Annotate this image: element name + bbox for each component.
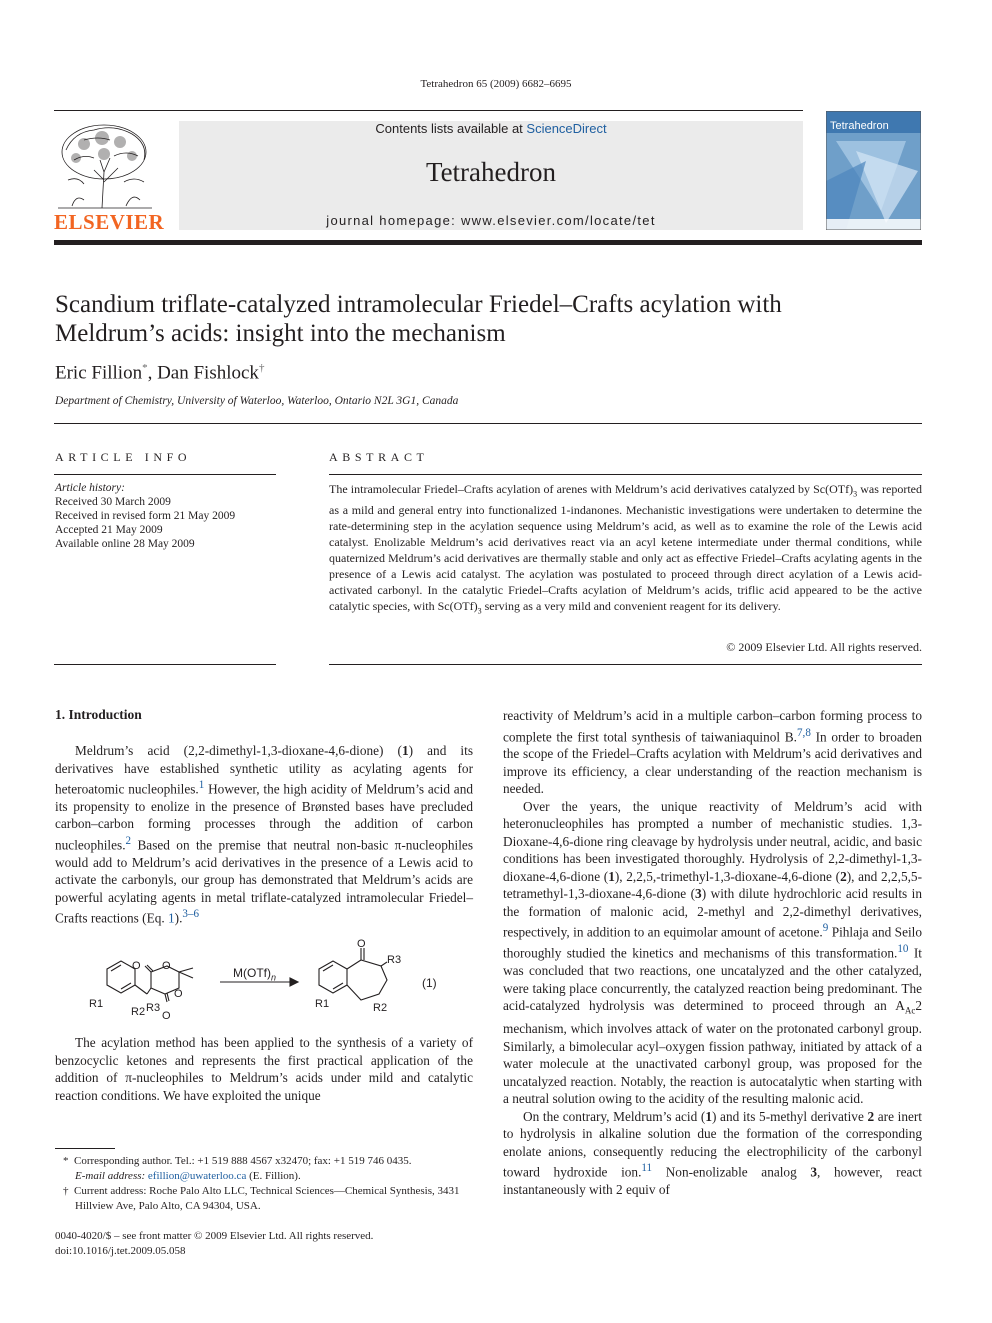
substituent-label: R3 xyxy=(146,1002,161,1014)
atom-label: O xyxy=(174,988,183,1000)
author-name[interactable]: Dan Fishlock xyxy=(157,362,259,384)
masthead-top-rule xyxy=(54,110,803,111)
section-heading-introduction: 1. Introduction xyxy=(55,707,142,722)
intro-right-column: reactivity of Meldrum’s acid in a multiple carbon–carbon forming process to complete the first total synthesis of taiwaniaquinol B.$^{7,8}$ In order to broaden the scope of the Friedel–Crafts acylation with Meldrum’s acid derivatives and improve its efficiency, a clear understanding of the reaction mechanism is needed. Over the years, the unique reactivity of Meldrum’s acid with heteronucleophiles has prompted a number of mechanistic studies. 1,3-Dioxane-4,6-dione ring cleavage by hydrolysis under neutral, acidic, and basic conditions has been investigated thoroughly. Hydrolysis of 2,2-dimethyl-1,3-dioxane-4,6-dione (1), 2,2,5,-trimethyl-1,3-dioxane-4,6-dione (2), and 2,2,5,5-tetramethyl-1,3-dioxane-4,6-dione (3) with dilute hydrochloric acid results in the formation of malonic acid, 2-methyl and 2,2-dimethyl derivatives, respectively, in addition to an equimolar amount of acetone.$^9$ Pihlaja and Seilo thoroughly studied the kinetics and mechanisms of this transformation.$^{10}$ It was concluded that two reactions, one uncatalyzed and the other catalyzed, were taking place concurrently, the catalyzed reaction being predominant. The acid-catalyzed hydrolysis was determined to proceed through an $A_{Ac}2$ mechanism, which involves attack of water on the protonated carbonyl group. Similarly, a bimolecular acyl–oxygen fission pathway, initiated by attack of a water molecule at the unactivated carbonyl group, was proposed for the uncatalyzed reaction. Notably, the reaction is autocatalytic when starting with a neutral solution owing to the acidity of the resulting malonic acid. On the contrary, Meldrum’s acid (1) and its 5-methyl derivative 2 are inert to hydrolysis in alkaline solution due the formation of the corresponding enolate anions, consequently reducing the electrophilicity of the carbonyl toward hydroxide ion.$^{11}$ Non-enolizable analog 3, however, react instantaneously with 2 equiv of xyxy=(503,708,923,1198)
scheme-labels xyxy=(85,938,455,1024)
sciencedirect-link[interactable]: ScienceDirect xyxy=(526,121,607,136)
author-list xyxy=(55,362,264,384)
abstract-rule xyxy=(329,474,922,475)
author-separator: , xyxy=(147,362,158,384)
abstract-text: The intramolecular Friedel–Crafts acylation of arenes with Meldrum’s acid derivatives catalyzed by $Sc(OTf)_3$ was reported as a mild and general entry into functionalized 1-indanones. Mechanistic investigations were undertaken to determine the rate-determining step in the acylation sequence using Meldrum’s acid, as well as to examine the role of the Lewis acid catalyst. Enolizable Meldrum’s acid derivatives react via an acyl ketene intermediate under thermal conditions, while quaternized Meldrum’s acid derivatives are thermally stable and only act as effective Friedel–Crafts acylating agents in the presence of a Lewis acid catalyst. The acylation was postulated to proceed through direct acylation of a Lewis acid-activated carbonyl. In the catalytic Friedel–Crafts acylation of Meldrum’s acids, triflic acid appeared to be the active catalytic species, with $Sc(OTf)_3$ serving as a very mild and convenient reagent for its delivery. xyxy=(329,482,923,616)
atom-label: O xyxy=(357,938,366,950)
author-affiliation: Department of Chemistry, University of Waterloo, Waterloo, Ontario N2L 3G1, Canada xyxy=(55,395,459,407)
abstract-copyright: © 2009 Elsevier Ltd. All rights reserved. xyxy=(726,640,922,654)
author-name[interactable]: Eric Fillion xyxy=(55,362,143,384)
abstract-heading: ABSTRACT xyxy=(329,450,429,464)
footnotes: * Corresponding author. Tel.: +1 519 888 4567 x32470; fax: +1 519 746 0435. E-mail address: efillion@uwaterloo.ca (E. Fillion). † Current address: Roche Palo Alto LLC, Technical Sciences—Chemical Synthesis, 3431 Hillview Ave, Palo Alto, CA 94304, USA. xyxy=(63,1155,460,1212)
journal-name: Tetrahedron xyxy=(425,157,557,187)
article-info-rule xyxy=(54,474,276,475)
reference-link[interactable]: 1 xyxy=(198,779,205,791)
reference-link[interactable]: 10 xyxy=(897,943,909,956)
substituent-label: R1 xyxy=(89,998,104,1010)
substituent-label: R2 xyxy=(131,1006,146,1018)
article-info-heading: ARTICLE INFO xyxy=(55,450,192,464)
equation-link[interactable]: 1 xyxy=(168,910,175,926)
front-matter-footer: 0040-4020/$ – see front matter © 2009 Elsevier Ltd. All rights reserved. doi:10.1016/j.tet.2009.05.058 xyxy=(55,1230,374,1257)
history-item: Available online 28 May 2009 xyxy=(55,538,195,550)
footnote-mark: † xyxy=(63,1185,69,1197)
history-item: Accepted 21 May 2009 xyxy=(55,524,163,536)
history-item: Received in revised form 21 May 2009 xyxy=(55,510,236,522)
abstract-bottom-rule xyxy=(329,664,922,665)
history-label: Article history: xyxy=(55,482,125,494)
history-item: Received 30 March 2009 xyxy=(55,496,171,508)
article-title: Scandium triflate-catalyzed intramolecular Friedel–Crafts acylation with Meldrum’s acids: insight into the mechanism xyxy=(55,291,782,347)
reference-link[interactable]: 9 xyxy=(822,922,829,935)
atom-label: O xyxy=(132,960,141,972)
reference-link[interactable]: 11 xyxy=(641,1162,653,1175)
elsevier-wordmark: ELSEVIER xyxy=(54,210,165,234)
substituent-label: R3 xyxy=(387,954,402,966)
reagent-label: $M(OTf)_n$ xyxy=(233,966,277,983)
substituent-label: R2 xyxy=(373,1002,388,1014)
reference-link[interactable]: 7,8 xyxy=(797,726,811,739)
footnote-mark: * xyxy=(63,1155,69,1167)
atom-label: O xyxy=(162,1010,171,1022)
footnote-rule xyxy=(55,1148,115,1149)
journal-citation: Tetrahedron 65 (2009) 6682–6695 xyxy=(420,78,572,90)
cover-title: Tetrahedron xyxy=(830,120,889,132)
title-bottom-rule xyxy=(54,423,922,424)
contents-prefix: Contents lists available at xyxy=(375,121,527,136)
contents-availability xyxy=(179,121,803,137)
equation-number: (1) xyxy=(422,976,437,990)
elsevier-tree-logo-icon xyxy=(54,120,156,212)
corresponding-author-mark[interactable]: * xyxy=(142,362,148,374)
author-email-link[interactable]: efillion@uwaterloo.ca xyxy=(147,1170,247,1182)
intro-paragraph-1: Meldrum’s acid (2,2-dimethyl-1,3-dioxane-4,6-dione) (1) and its derivatives have established synthetic utility as acylating agents for heteroatomic nucleophiles.$^1$ However, the high acidity of Meldrum’s acid and its propensity to enolize in the presence of Brønsted bases have precluded carbon–carbon forming processes through the addition of carbon nucleophiles.$^2$ Based on the premise that neutral non-basic π-nucleophiles would add to Meldrum’s acid derivatives in the presence of a Lewis acid to activate the carbonyls, our group has demonstrated that Meldrum’s acids are powerful acylating agents in metal triflate-catalyzed intramolecular Friedel–Crafts reactions (Eq. 1).$^{3-6}$ xyxy=(55,743,473,926)
footnote-mark[interactable]: † xyxy=(258,362,265,374)
reference-link[interactable]: 3–6 xyxy=(182,908,200,921)
journal-homepage[interactable]: journal homepage: www.elsevier.com/locate/tet xyxy=(326,213,656,228)
masthead-bottom-rule xyxy=(54,240,922,245)
article-history xyxy=(55,481,277,551)
intro-paragraph-2: The acylation method has been applied to the synthesis of a variety of benzocyclic ketones and represents the first practical application of the addition of π-nucleophiles to Meldrum’s acids under mild and catalytic reaction conditions. We have exploited the unique xyxy=(55,1035,473,1103)
substituent-label: R1 xyxy=(315,998,330,1010)
atom-label: O xyxy=(162,960,171,972)
reference-link[interactable]: 2 xyxy=(125,834,132,847)
article-info-bottom-rule xyxy=(54,664,276,665)
